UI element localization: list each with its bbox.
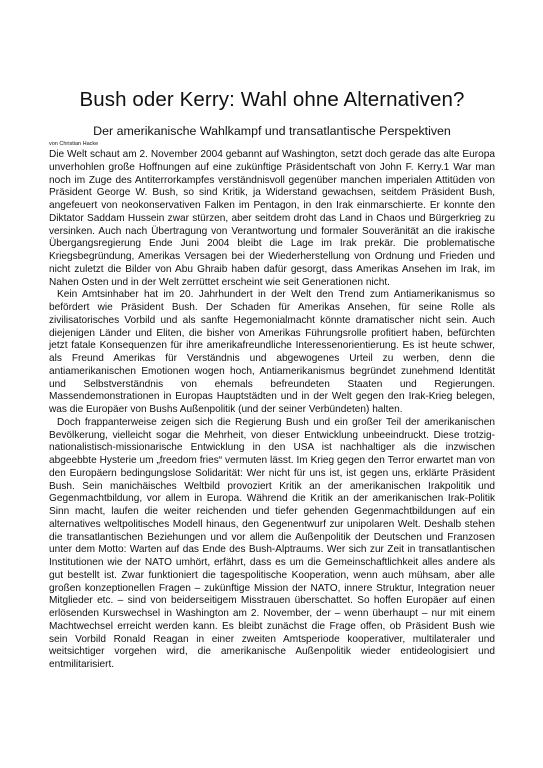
paragraph-2: Kein Amtsinhaber hat im 20. Jahrhundert in der Welt den Trend zum Antiamerikanismus so befördert wie Präsident Bush. Der Schaden für Amerikas Ansehen, für seine Rolle als zivilisatorisches Vorbild und als sanfte Hegemonialmacht könnte dramatischer nicht sein. Auch diejenigen Länder und Eliten, die bisher von Amerikas Führungsrolle profitiert haben, befürchten jetzt fatale Konsequenzen für ihre amerikafreundliche Interessenorientierung. Es ist heute schwer, als Freund Amerikas für Verständnis und abgewogenes Urteil zu werben, denn die antiamerikanischen Emotionen wogen hoch, Antiamerikanismus begründet zunehmend Identität und Selbstverständnis von ehemals befreundeten Staaten und Regierungen. Massendemonstrationen in Europas Hauptstädten und in der Welt gegen den Irak-Krieg belegen, was die Europäer von Bushs Außenpolitik (und der seiner Verbündeten) halten. (49, 289, 495, 415)
paragraph-3: Doch frappanterweise zeigen sich die Regierung Bush und ein großer Teil der amerikanischen Bevölkerung, vielleicht sogar die Mehrheit, von dieser Entwicklung unbeeindruckt. Diese trotzig-nationalistisch-missionarische Entwicklung in den USA ist nachhaltiger als die inzwischen abgeebbte Hysterie um „freedom fries“ vermuten lässt. Im Krieg gegen den Terror erwartet man von den Europäern bedingungslose Solidarität: Wer nicht für uns ist, ist gegen uns, erklärte Präsident Bush. Sein manichäisches Weltbild provoziert Kritik an der amerikanischen Irakpolitik und Gegenmachtbildung, vor allem in Europa. Während die Kritik an der amerikanischen Irak-Politik Sinn macht, laufen die weiter reichenden und tiefer gehenden Gegenmachtbildungen auf ein alternatives weltpolitisches Modell hinaus, den Gegenentwurf zur unipolaren Welt. Deshalb stehen die transatlantischen Beziehungen und vor allem die Außenpolitik der Deutschen und Franzosen unter dem Motto: Warten auf das Ende des Bush-Alptraums. Wer sich zur Zeit in transatlantischen Institutionen wie der NATO umhört, erfährt, dass es um die Gemeinschaftlichkeit alles andere als gut bestellt ist. Zwar funktioniert die tagespolitische Kooperation, wenn auch mühsam, aber alle großen konzeptionellen Fragen – zukünftige Mission der NATO, innere Struktur, Integration neuer Mitglieder etc. – sind von beiderseitigem Misstrauen überschattet. So hoffen Europäer auf einen erlösenden Kurswechsel in Washington am 2. November, der – wenn überhaupt – nur mit einem Machtwechsel erreicht werden kann. Es bleibt zunächst die Frage offen, ob Präsident Bush wie sein Vorbild Ronald Reagan in einer zweiten Amtsperiode kooperativer, multilateraler und weitsichtiger vorgehen wird, die amerikanische Außenpolitik wieder entideologisiert und entmilitarisiert. (49, 416, 495, 670)
article-author: von Christian Hacke (49, 141, 99, 147)
article (49, 88, 495, 672)
paragraph-1: Die Welt schaut am 2. November 2004 gebannt auf Washington, setzt doch gerade das alte Europa unverhohlen große Hoffnungen auf eine zukünftige Präsidentschaft von John F. Kerry.1 War man noch im Zuge des Antiterrorkampfes verständnisvoll gegenüber manchen imperialen Attitüden von Präsident George W. Bush, so sind Kritik, ja Widerstand gewachsen, seitdem Präsident Bush, angefeuert von neokonservativen Falken im Pentagon, in den Irak einmarschierte. Er konnte den Diktator Saddam Hussein zwar stürzen, aber seitdem droht das Land in Chaos und Bürgerkrieg zu versinken. Auch nach Übertragung von Verantwortung und formaler Souveränität an die irakische Übergangsregierung Ende Juni 2004 bleibt die Lage im Irak prekär. Die problematische Kriegsbegründung, Amerikas Versagen bei der Wiederherstellung von Ordnung und Frieden und nicht zuletzt die Bilder von Abu Ghraib haben dafür gesorgt, dass Amerikas Ansehen im Irak, im Nahen Osten und in der Welt zerrüttet erscheint wie seit Generationen nicht. (49, 149, 495, 288)
article-subtitle: Der amerikanische Wahlkampf und transatlantische Perspektiven (93, 124, 451, 138)
article-title: Bush oder Kerry: Wahl ohne Alternativen? (79, 88, 465, 111)
